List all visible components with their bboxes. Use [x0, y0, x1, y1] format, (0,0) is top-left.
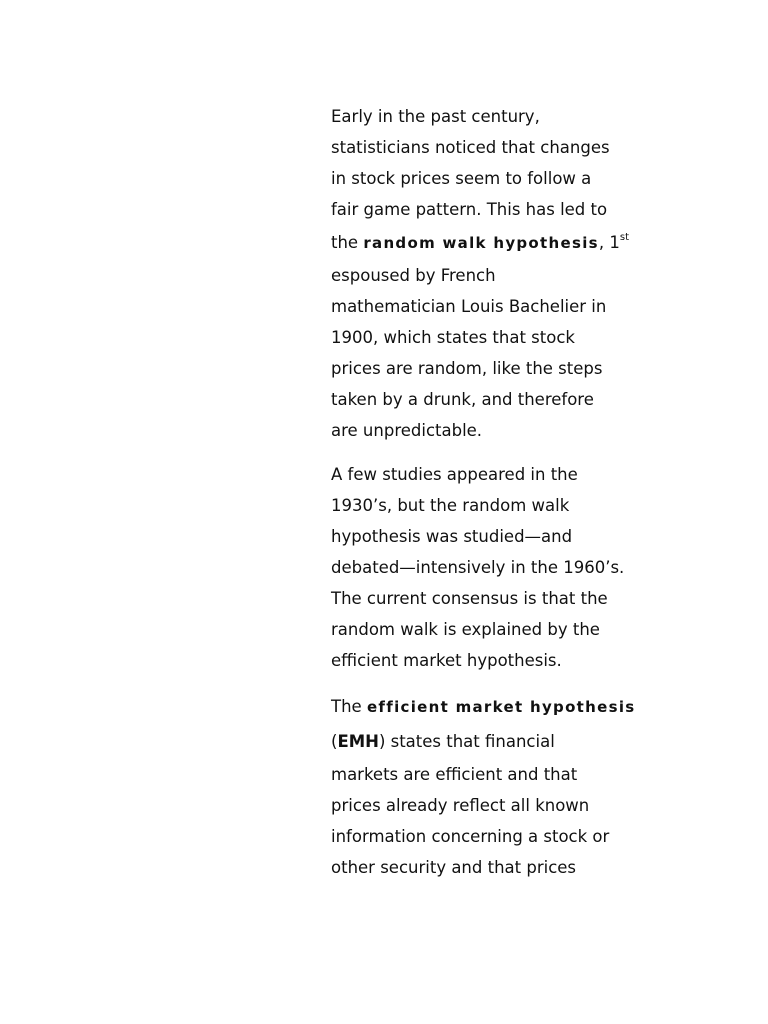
text-line: prices already reflect all known [331, 796, 590, 815]
text-line: debated—intensively in the 1960’s. [331, 558, 625, 577]
text-fragment: The [331, 697, 367, 716]
paragraph-random-walk [331, 101, 641, 446]
term-efficient-market-hypothesis: efficient market hypothesis [366, 698, 636, 716]
text-line: efficient market hypothesis. [331, 651, 562, 670]
text-line: in stock prices seem to follow a [331, 169, 592, 188]
text-fragment: , 1 [598, 233, 620, 252]
text-line: fair game pattern. This has led to [331, 200, 608, 219]
text-line: A few studies appeared in the [331, 465, 578, 484]
abbreviation-emh: EMH [337, 732, 379, 751]
text-line: prices are random, like the steps [331, 359, 603, 378]
text-fragment: the [331, 233, 364, 252]
paragraph-studies [331, 459, 641, 676]
term-random-walk-hypothesis: random walk hypothesis [363, 234, 599, 252]
text-line: markets are efficient and that [331, 765, 578, 784]
text-line [331, 225, 641, 260]
text-line: taken by a drunk, and therefore [331, 390, 594, 409]
text-line: hypothesis was studied—and [331, 527, 573, 546]
text-line: 1930’s, but the random walk [331, 496, 570, 515]
text-line: Early in the past century, [331, 107, 540, 126]
text-line: information concerning a stock or [331, 827, 610, 846]
text-column [331, 101, 641, 896]
text-line: other security and that prices [331, 858, 577, 877]
text-line: are unpredictable. [331, 421, 483, 440]
text-line [331, 689, 641, 724]
text-line: mathematician Louis Bachelier in [331, 297, 607, 316]
text-line: 1900, which states that stock [331, 328, 575, 347]
text-line: The current consensus is that the [331, 589, 608, 608]
text-line: statisticians noticed that changes [331, 138, 610, 157]
superscript-ordinal: st [619, 231, 629, 243]
text-line: random walk is explained by the [331, 620, 600, 639]
text-fragment: ) states that financial [378, 732, 555, 751]
text-line [331, 724, 641, 759]
paragraph-emh [331, 689, 641, 883]
text-fragment: ( [331, 732, 338, 751]
text-line: espoused by French [331, 266, 496, 285]
